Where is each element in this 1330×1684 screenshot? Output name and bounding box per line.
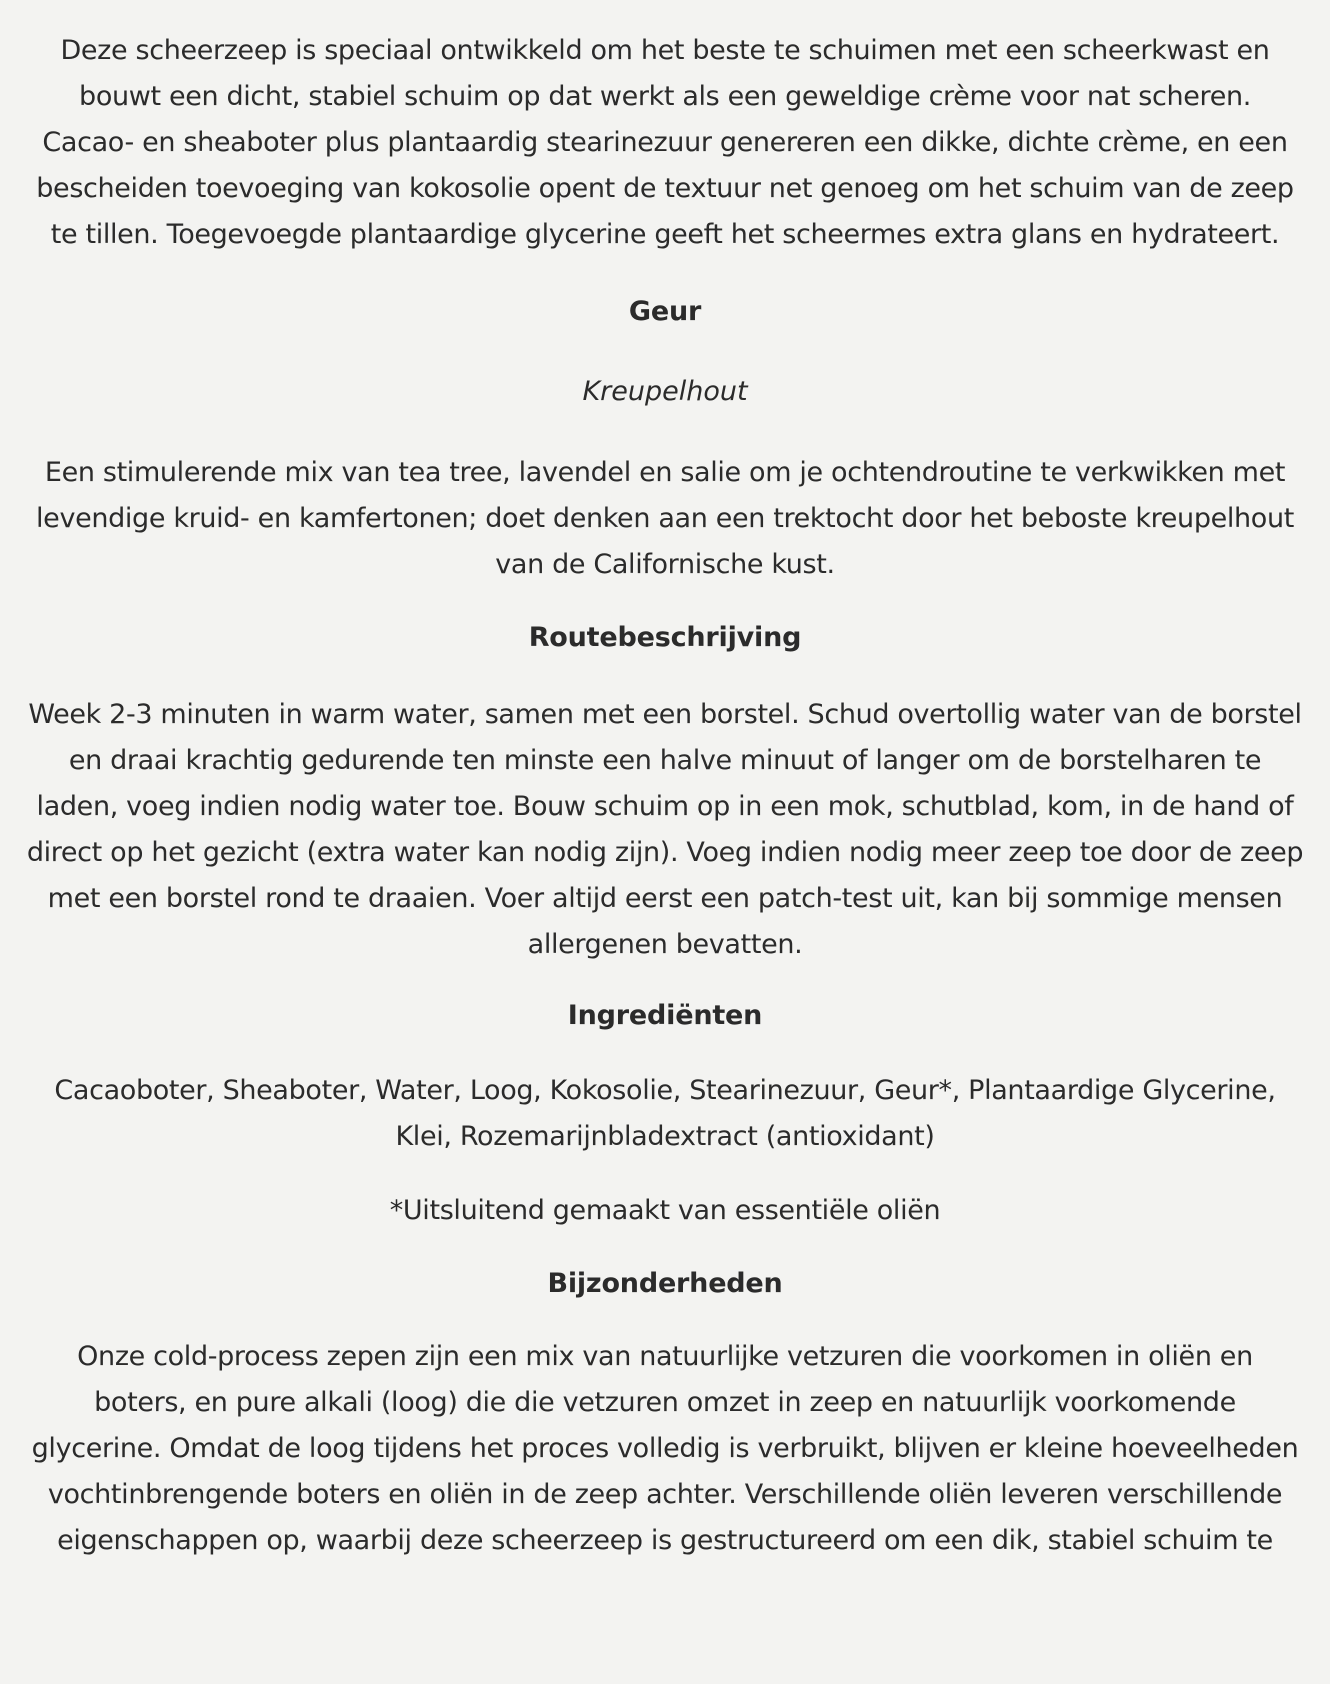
details-line: boters, en pure alkali (loog) die die vetzuren omzet in zeep en natuurlijk voorkomende	[94, 1387, 1236, 1418]
directions-heading: Routebeschrijving	[528, 622, 802, 653]
scent-description	[14, 450, 1316, 588]
intro-line: Cacao- en sheaboter plus plantaardig stearinezuur genereren een dikke, dichte crème, en een	[42, 127, 1288, 158]
details-paragraph	[14, 1334, 1316, 1564]
scent-name: Kreupelhout	[582, 376, 748, 407]
details-heading: Bijzonderheden	[547, 1268, 783, 1299]
directions-paragraph	[14, 692, 1316, 968]
scent-line: Een stimulerende mix van tea tree, lavendel en salie om je ochtendroutine te verkwikken met	[44, 457, 1286, 488]
intro-paragraph	[14, 28, 1316, 258]
intro-line: te tillen. Toegevoegde plantaardige glycerine geeft het scheermes extra glans en hydrateert.	[50, 219, 1280, 250]
details-line: eigenschappen op, waarbij deze scheerzeep is gestructureerd om een dik, stabiel schuim te	[57, 1525, 1273, 1556]
scent-line: levendige kruid- en kamfertonen; doet denken aan een trektocht door het beboste kreupelhout	[36, 503, 1294, 534]
ingredients-line: Klei, Rozemarijnbladextract (antioxidant)	[395, 1121, 935, 1152]
ingredients-heading: Ingrediënten	[567, 1000, 763, 1031]
details-line: Onze cold-process zepen zijn een mix van natuurlijke vetzuren die voorkomen in oliën en	[77, 1341, 1253, 1372]
directions-line: direct op het gezicht (extra water kan nodig zijn). Voeg indien nodig meer zeep toe door de zeep	[26, 837, 1304, 868]
directions-line: allergenen bevatten.	[527, 929, 803, 960]
intro-line: Deze scheerzeep is speciaal ontwikkeld om het beste te schuimen met een scheerkwast en	[60, 35, 1270, 66]
directions-line: laden, voeg indien nodig water toe. Bouw schuim op in een mok, schutblad, kom, in de hand of	[36, 791, 1294, 822]
directions-line: Week 2-3 minuten in warm water, samen met een borstel. Schud overtollig water van de borstel	[28, 699, 1302, 730]
intro-line: bouwt een dicht, stabiel schuim op dat werkt als een geweldige crème voor nat scheren.	[79, 81, 1251, 112]
ingredients-list	[14, 1068, 1316, 1160]
details-line: vochtinbrengende boters en oliën in de zeep achter. Verschillende oliën leveren verschillende	[47, 1479, 1283, 1510]
scent-heading: Geur	[628, 296, 702, 327]
intro-line: bescheiden toevoeging van kokosolie opent de textuur net genoeg om het schuim van de zeep	[36, 173, 1294, 204]
ingredients-line: Cacaoboter, Sheaboter, Water, Loog, Kokosolie, Stearinezuur, Geur*, Plantaardige Glycerine,	[54, 1075, 1276, 1106]
directions-line: en draai krachtig gedurende ten minste een halve minuut of langer om de borstelharen te	[68, 745, 1262, 776]
ingredients-footnote: *Uitsluitend gemaakt van essentiële oliën	[389, 1195, 941, 1226]
details-line: glycerine. Omdat de loog tijdens het proces volledig is verbruikt, blijven er kleine hoeveelheden	[31, 1433, 1299, 1464]
directions-line: met een borstel rond te draaien. Voer altijd eerst een patch-test uit, kan bij sommige mensen	[47, 883, 1283, 914]
scent-line: van de Californische kust.	[495, 549, 835, 580]
